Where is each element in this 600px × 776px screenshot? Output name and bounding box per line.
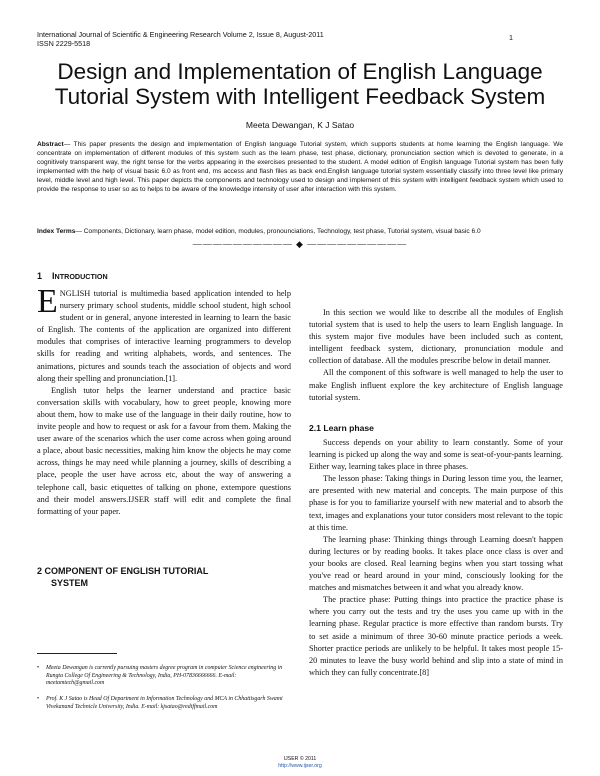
abstract-text: — This paper presents the design and implementation of English language Tutorial system, which supports students at home learning the English language. We concentrate on implementation of different modules of this system such as the learn phase, test phase, dictionary, pronunciation section which is devoted to generate, in a cognitively transparent way, the right tense for the verbs appearing in the exercises presented to the student. A model edition of English language Tutorial system has been fully implemented with the help of visual basic 6.0 as front end, ms access and flash files as back end.English language tutorial system essentially classify into three level like primary level, middle level and high level. This paper depicts the components and technology used to design and implement of this system with intelligent feedback system which used to provide the response to user so as to helps to be aware of the knowledge intensity of user after interaction with this system. xyxy=(37,141,563,193)
abstract-label: Abstract xyxy=(37,141,64,148)
page-number: 1 xyxy=(509,33,513,42)
title-line-1: Design and Implementation of English Language xyxy=(57,59,543,84)
footnote-rule xyxy=(37,653,117,654)
section-1-number: 1 xyxy=(37,271,43,281)
running-header xyxy=(37,30,324,48)
journal-url-link[interactable]: http://www.ijser.org xyxy=(278,763,322,769)
index-terms-label: Index Terms xyxy=(37,228,76,235)
learn-paragraph-1: Success depends on your ability to learn constantly. Some of your learning is picked up along the way and some is seat-of-your-pants learning. Either way, learning takes place in three phases. xyxy=(309,438,563,472)
learn-paragraph-3: The learning phase: Thinking things through Learning doesn't happen during lectures or by reading books. It takes place once class is over and your books are closed. Real learning begins when you start tossing what you've read or heard around in your mind, consciously looking for the matches and mismatches between it and what you already know. xyxy=(309,534,563,593)
abstract xyxy=(37,140,563,194)
issn: ISSN 2229-5518 xyxy=(37,39,91,48)
dropcap: E xyxy=(37,283,58,320)
intro-paragraph-1: ENGLISH tutorial is multimedia based application intended to help nursery primary school students, middle school student, high school student or in general, anyone interested in learning to learn the basic of English. The contents of the application are organized into different modules that comprises of interactive learning programmers to develop skills for reading and writing alphabets, words, and sentences. The animations, pictures and sounds teach the association of objects and word along their spelling and pronunciation.[1]. xyxy=(37,283,291,383)
section-2-line-1: 2 COMPONENT OF ENGLISH TUTORIAL xyxy=(37,566,209,576)
right-column-bottom xyxy=(309,437,563,679)
intro-paragraph-2: English tutor helps the learner understand and practice basic conversation skills with vocabulary, how to greet people, knowing more about them, how to make use of the language in their daily routine, how to invite people and how to request or ask for a favour from them. Making the user aware of the scenarios which the user come across when going around a place, about basic necessities, making him know the objects he may come across, things he may need while planning a journey, skills of describing a place, people the user have across etc, about the way of answering a telephone call, basic etiquettes of talking on phone, extempore questions and their model answers.IJSER staff will edit and complete the final formatting of your paper. xyxy=(37,385,291,516)
copyright: IJSER © 2011 xyxy=(283,756,317,762)
page-footer xyxy=(0,756,600,770)
learn-paragraph-4: The practice phase: Putting things into practice the practice phase is where you carry out the tests and try the uses you came up with in the learning phase. Regular practice is more effective than random bursts. Try to set aside a minimum of three 30-60 minute practice periods a week. Shorter practice periods are unlikely to be helpful. It takes most people 15-20 minutes to leave the busy world behind and slip into a state of mind in which they can fully concentrate.[8] xyxy=(309,595,563,677)
journal-info: International Journal of Scientific & Engineering Research Volume 2, Issue 8, August-2011 xyxy=(37,30,324,39)
authors: Meeta Dewangan, K J Satao xyxy=(245,120,355,130)
sec2-paragraph-1: In this section we would like to describe all the modules of English tutorial system that is used to help the users to learn English language. In this system major five modules have been included such as content, intelligent feedback system, dictionary, pronunciation module and collection of database. All the modules prescribe below in detail manner. xyxy=(309,308,563,366)
left-column xyxy=(37,283,291,518)
right-column-top xyxy=(309,307,563,404)
learn-paragraph-2: The lesson phase: Taking things in During lesson time you, the learner, are presented with new material and concepts. The main purpose of this phase is for you to familiarize yourself with new material and to absorb the text, images and explanations your tutor considers most relevant to the topic at this time. xyxy=(309,474,563,532)
section-1-title-first: I xyxy=(52,271,55,281)
index-terms-text: — Components, Dictionary, learn phase, model edition, modules, pronounciations, Technology, test phase, Tutorial system, visual basic 6.0 xyxy=(75,228,481,235)
footnote-1: • Meeta Dewangan is currently pursuing masters degree program in computer Science engineering in Rungta College Of Engineering & Technology, India, PH-07836666666. E-mail: meetamtech@gmail.com xyxy=(37,665,283,687)
sec2-paragraph-2: All the component of this software is well managed to help the user to make English influent explore the key architecture of English language tutorial system. xyxy=(309,368,563,402)
index-terms xyxy=(37,227,563,236)
paper-title xyxy=(20,59,580,109)
section-2-line-2: SYSTEM xyxy=(51,578,89,588)
section-1-heading xyxy=(37,271,108,281)
section-1-title-rest: NTRODUCTION xyxy=(54,272,108,281)
title-line-2: Tutorial System with Intelligent Feedback System xyxy=(54,84,546,109)
section-divider: —————————— ◆ —————————— xyxy=(192,239,408,249)
subsection-2-1-heading: 2.1 Learn phase xyxy=(309,423,374,433)
footnote-2: • Prof. K J Satao is Head Of Department in Information Technology and MCA in Chhattisgarh Swami Vivekanand Technicle University, India. E-mail: kjsatao@rediffmail.com xyxy=(37,696,283,710)
section-2-heading xyxy=(37,565,208,589)
